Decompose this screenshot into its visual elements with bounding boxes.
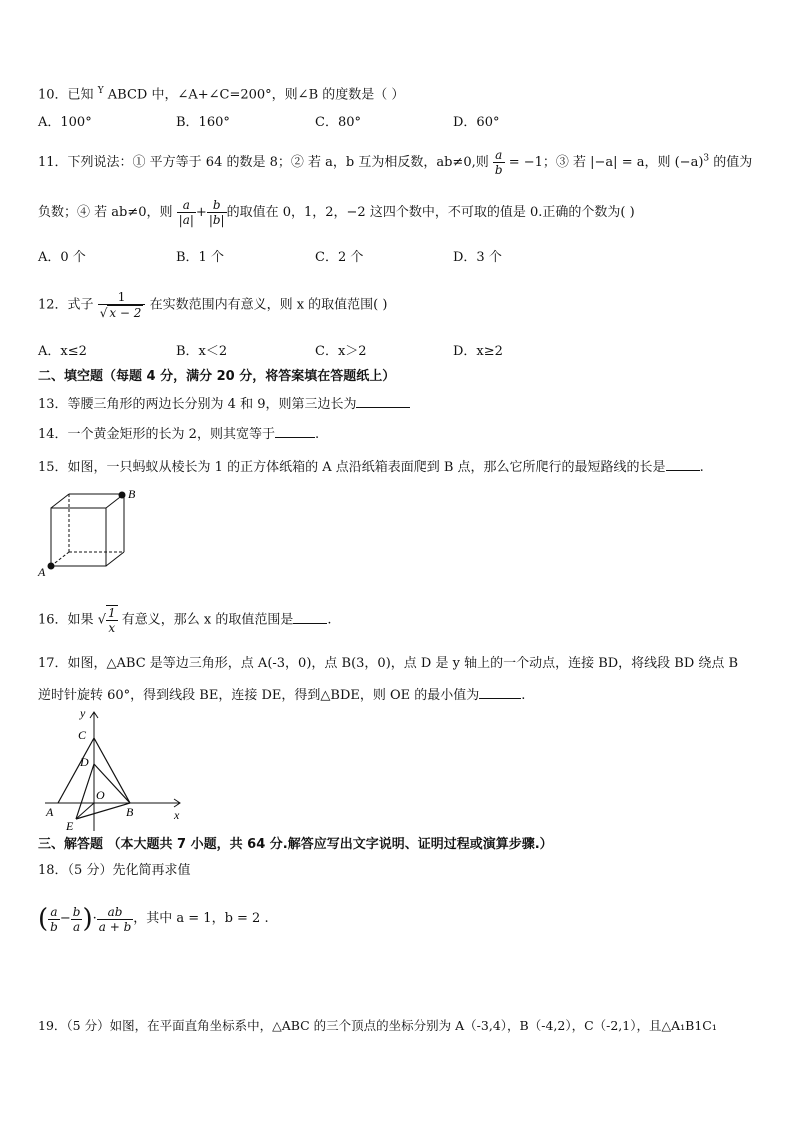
q10-option-d: D．60° [453,115,500,130]
q11-option-a: A．0 个 [38,250,86,265]
cube-edge [51,494,69,508]
label-a: A [46,805,54,819]
section-3-heading: 三、解答题 （本大题共 7 小题，共 64 分.解答应写出文字说明、证明过程或演算步骤.） [38,837,553,852]
answer-blank [293,611,327,624]
q10-stem: 10．已知 $^Y$ ABCD 中，∠A+∠C=200°，则∠B 的度数是（ ） [38,86,405,103]
fraction-a-over-abs-a: $\frac{a}{|a|}$ [178,198,194,227]
answer-blank [275,425,315,438]
cube-edge [106,552,124,566]
label-b: B [128,487,136,501]
q13-stem: 13．等腰三角形的两边长分别为 4 和 9，则第三边长为 [38,395,410,414]
point-a [48,563,55,570]
answer-blank [356,395,410,408]
q10-option-a: A．100° [38,115,92,130]
q12-option-c: C．x＞2 [315,344,367,359]
q12-option-d: D．x≥2 [453,344,503,359]
label-x: x [174,808,180,822]
q11-option-b: B．1 个 [176,250,224,265]
q18-expression: ( $\frac{a}{b}$ − $\frac{b}{a}$ )· $\frac{ab}{a + b}$ ，其中 a = 1，b = 2 . [38,904,269,934]
q19-stem: 19．（5 分）如图，在平面直角坐标系中，△ABC 的三个顶点的坐标分别为 A（-3,4），B（-4,2），C（-2,1），且△A₁B1C₁ [38,1018,717,1033]
segment-be [76,803,130,819]
section-2-heading: 二、填空题（每题 4 分，满分 20 分，将答案填在答题纸上） [38,369,396,384]
label-o: O [96,788,105,802]
cube-front-face [51,508,106,566]
q18-stem: 18．（5 分）先化简再求值 [38,863,191,878]
answer-blank [666,458,700,471]
fraction-a-over-b: $\frac{a}{b}$ [494,148,503,177]
q11-line2: 负数；④ 若 ab≠0，则 $\frac{a}{|a|}$ + $\frac{b}{|b|}$ 的取值在 0，1，2，−2 这四个数中，不可取的值是 0.正确的个数为( ) [38,198,635,227]
fraction-one-over-sqrt: $\frac{1}{√ x - 2}$ [98,290,146,320]
label-c: C [78,728,87,742]
q11-option-c: C．2 个 [315,250,364,265]
sqrt-fraction: √ $\frac{1}{x}$ [97,606,116,635]
point-b [119,492,126,499]
q12-option-b: B．x＜2 [176,344,228,359]
q15-stem: 15．如图，一只蚂蚁从棱长为 1 的正方体纸箱的 A 点沿纸箱表面爬到 B 点，那么它所爬行的最短路线的长是 . [38,460,704,475]
parallelogram-symbol: Y [97,86,104,96]
q17-line2: 逆时针旋转 60°，得到线段 BE，连接 DE，得到△BDE，则 OE 的最小值为 . [38,688,526,703]
q17-line1: 17．如图，△ABC 是等边三角形，点 A(-3，0)，点 B(3，0)，点 D 是 y 轴上的一个动点，连接 BD，将线段 BD 绕点 B [38,656,739,671]
q12-stem: 12．式子 $\frac{1}{√ x - 2}$ 在实数范围内有意义，则 x 的取值范围( ) [38,290,388,320]
q14-stem: 14．一个黄金矩形的长为 2，则其宽等于 . [38,427,320,442]
label-e: E [66,819,74,833]
q12-option-a: A．x≤2 [38,344,87,359]
label-d: D [80,755,89,769]
label-a: A [38,565,46,578]
label-b: B [126,805,134,819]
answer-blank [479,686,521,699]
q11-line1: 11．下列说法：① 平方等于 64 的数是 8；② 若 a，b 互为相反数，ab≠0,则 $\frac{a}{b}$ = −1；③ 若 |−a| = a，则 $(-a)^3$ 的值为 [38,148,753,177]
segment-ac [58,738,94,803]
cube-figure [36,486,146,578]
q10-option-c: C．80° [315,115,361,130]
q11-option-d: D．3 个 [453,250,502,265]
q10-option-b: B．160° [176,115,230,130]
triangle-figure [40,706,190,834]
q16-stem: 16．如果 √ $\frac{1}{x}$ 有意义，那么 x 的取值范围是 . [38,606,332,635]
fraction-b-over-abs-b: $\frac{b}{|b|}$ [208,198,225,227]
label-y: y [80,706,86,720]
